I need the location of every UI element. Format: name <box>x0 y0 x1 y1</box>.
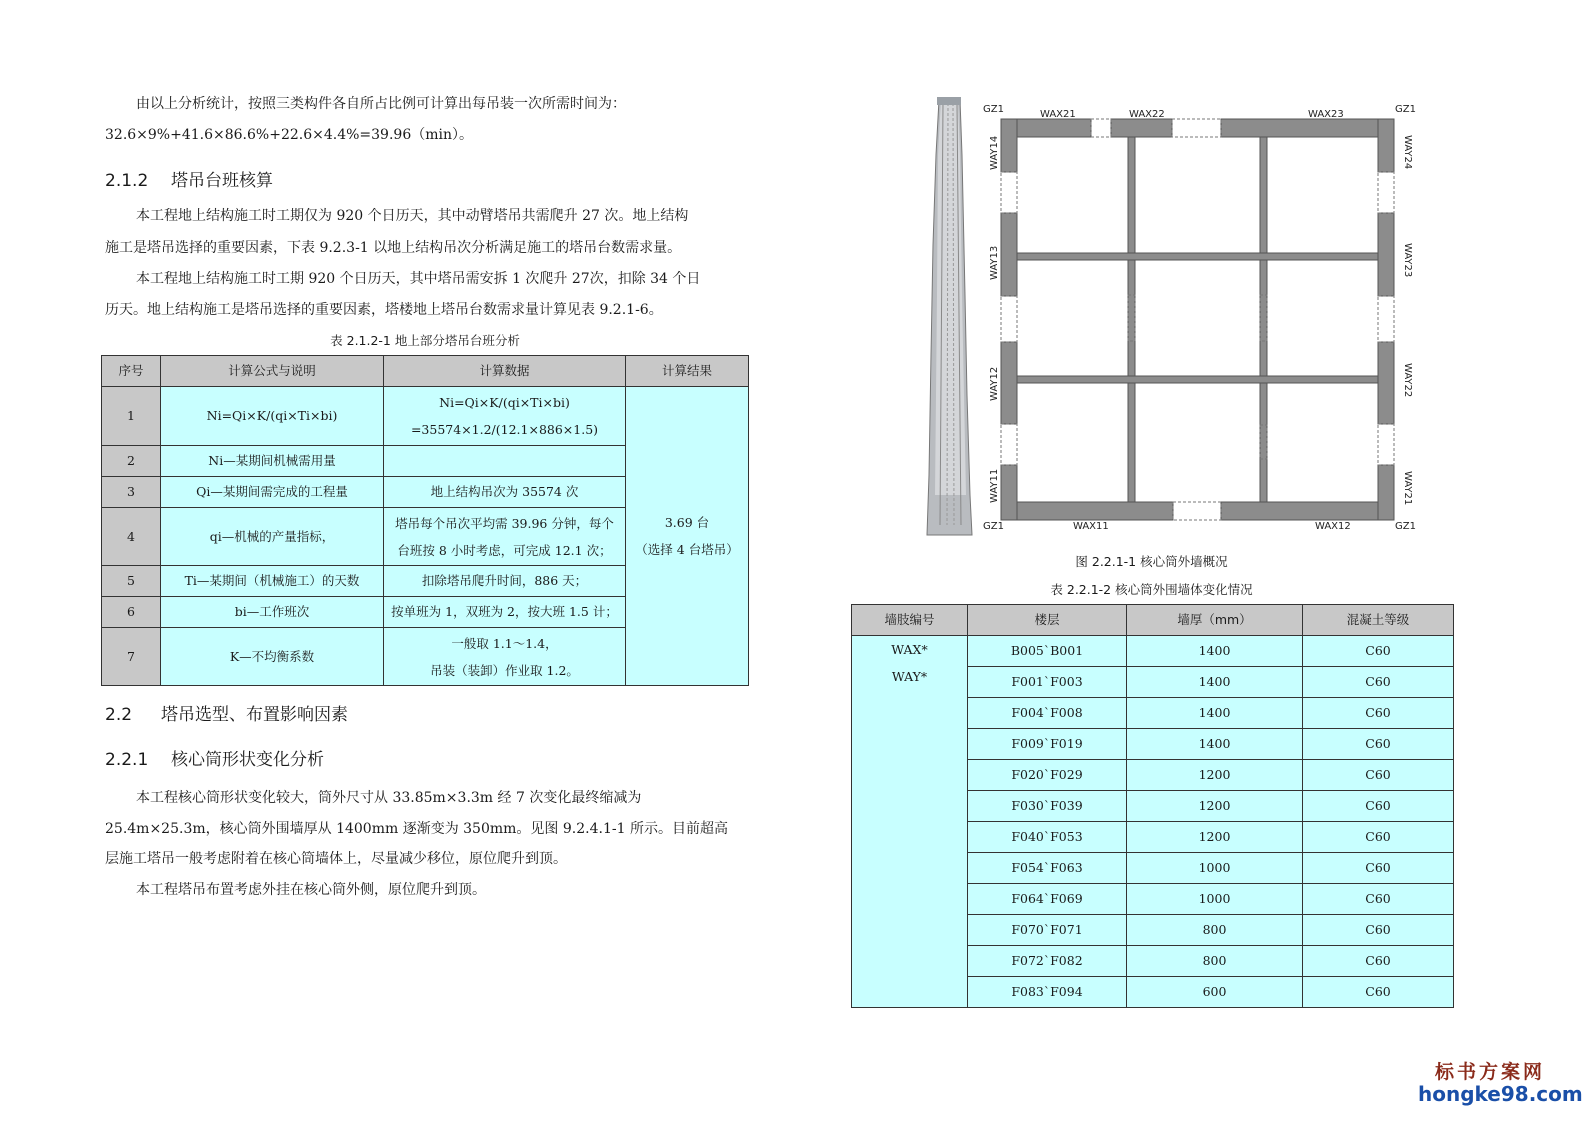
row-number: 7 <box>102 628 161 686</box>
thickness-cell: 1200 <box>1127 760 1303 791</box>
intro-line-2: 32.6×9%+41.6×86.6%+22.6×4.4%=39.96（min）。 <box>105 127 473 143</box>
watermark-url[interactable]: hongke98.com <box>1418 1082 1583 1106</box>
thickness-cell: 600 <box>1127 977 1303 1008</box>
data-cell <box>384 387 626 446</box>
thickness-cell: 1000 <box>1127 853 1303 884</box>
label-way14: WAY14 <box>989 135 1000 170</box>
thickness-cell: 800 <box>1127 946 1303 977</box>
grade-cell: C60 <box>1303 822 1454 853</box>
row-number: 6 <box>102 597 161 628</box>
table-header: 计算公式与说明 <box>161 356 384 387</box>
table-header: 计算数据 <box>384 356 626 387</box>
floor-cell: F001`F003 <box>968 667 1127 698</box>
grade-cell: C60 <box>1303 977 1454 1008</box>
result-value: 3.69 台 <box>664 515 710 530</box>
label-wax22: WAX22 <box>1129 109 1165 120</box>
grade-cell: C60 <box>1303 667 1454 698</box>
data-line: =35574×1.2/(12.1×886×1.5) <box>410 422 599 437</box>
formula-cell: Qi—某期间需完成的工程量 <box>161 477 384 508</box>
data-cell <box>384 628 626 686</box>
wall-id-cell <box>852 636 968 1008</box>
label-way22: WAY22 <box>1402 363 1413 398</box>
paragraph-1-line-2: 施工是塔吊选择的重要因素，下表 9.2.3-1 以地上结构吊次分析满足施工的塔吊台数需求量。 <box>105 240 682 256</box>
section-heading-2-2 <box>105 700 348 725</box>
table-header: 墙肢编号 <box>852 605 968 636</box>
figure-caption: 图 2.2.1-1 核心筒外墙概况 <box>1075 554 1228 569</box>
label-wax12: WAX12 <box>1315 521 1351 532</box>
data-line: 一般取 1.1～1.4， <box>451 635 558 651</box>
paragraph-1-line-1: 本工程地上结构施工时工期仅为 920 个日历天，其中动臂塔吊共需爬升 27 次。地上结构 <box>136 208 689 224</box>
formula-cell: Ni=Qi×K/(qi×Ti×bi) <box>161 387 384 446</box>
core-plan <box>1001 119 1394 520</box>
grade-cell: C60 <box>1303 791 1454 822</box>
row-number: 1 <box>102 387 161 446</box>
label-wax21: WAX21 <box>1040 109 1076 120</box>
result-cell <box>626 387 749 686</box>
section-number: 2.1.2 <box>105 171 149 191</box>
thickness-cell: 1400 <box>1127 698 1303 729</box>
floor-cell: F004`F008 <box>968 698 1127 729</box>
table-header: 序号 <box>102 356 161 387</box>
paragraph-3-line-3: 层施工塔吊一般考虑附着在核心筒墙体上，尽量减少移位，原位爬升到顶。 <box>105 851 567 867</box>
label-gz1-bottom-right: GZ1 <box>1395 521 1416 532</box>
paragraph-2-line-1: 本工程地上结构施工时工期 920 个日历天，其中塔吊需安拆 1 次爬升 27次，扣除 34 个日 <box>136 271 701 287</box>
section-title: 塔吊台班核算 <box>171 171 273 191</box>
data-cell: 按单班为 1，双班为 2，按大班 1.5 计； <box>384 597 626 628</box>
floor-cell: F030`F039 <box>968 791 1127 822</box>
thickness-cell: 1400 <box>1127 667 1303 698</box>
paragraph-3-line-1: 本工程核心筒形状变化较大，筒外尺寸从 33.85m×3.3m 经 7 次变化最终缩减为 <box>136 790 642 806</box>
section-heading-2-1-2 <box>105 166 273 191</box>
intro-line-1: 由以上分析统计，按照三类构件各自所占比例可计算出每吊装一次所需时间为： <box>136 96 626 112</box>
grade-cell: C60 <box>1303 884 1454 915</box>
table-caption-2-2-1-2: 表 2.2.1-2 核心筒外围墙体变化情况 <box>1050 582 1253 597</box>
table-header: 墙厚（mm） <box>1127 605 1303 636</box>
table-header: 混凝土等级 <box>1303 605 1454 636</box>
section-title: 塔吊选型、布置影响因素 <box>161 705 348 725</box>
formula-cell: Ni—某期间机械需用量 <box>161 446 384 477</box>
thickness-cell: 1400 <box>1127 636 1303 667</box>
thickness-cell: 1000 <box>1127 884 1303 915</box>
table-header: 计算结果 <box>626 356 749 387</box>
row-number: 3 <box>102 477 161 508</box>
section-number: 2.2.1 <box>105 750 149 770</box>
formula-cell: Ti—某期间（机械施工）的天数 <box>161 566 384 597</box>
floor-cell: F009`F019 <box>968 729 1127 760</box>
paragraph-4-line-1: 本工程塔吊布置考虑外挂在核心筒外侧，原位爬升到顶。 <box>136 882 486 898</box>
floor-cell: F083`F094 <box>968 977 1127 1008</box>
core-tube-figure <box>915 95 1435 545</box>
label-wax23: WAX23 <box>1308 109 1344 120</box>
floor-cell: F040`F053 <box>968 822 1127 853</box>
label-gz1-top-right: GZ1 <box>1395 104 1416 115</box>
data-line: Ni=Qi×K/(qi×Ti×bi) <box>439 395 570 410</box>
data-cell <box>384 508 626 566</box>
thickness-cell: 1200 <box>1127 822 1303 853</box>
label-way12: WAY12 <box>989 366 1000 401</box>
label-way21: WAY21 <box>1402 471 1413 506</box>
row-number: 2 <box>102 446 161 477</box>
label-way24: WAY24 <box>1402 135 1413 170</box>
wall-id: WAY* <box>891 669 928 684</box>
thickness-cell: 800 <box>1127 915 1303 946</box>
floor-cell: F070`F071 <box>968 915 1127 946</box>
wall-id: WAX* <box>891 642 928 657</box>
result-note: （选择 4 台塔吊） <box>635 542 739 557</box>
grade-cell: C60 <box>1303 915 1454 946</box>
data-line: 台班按 8 小时考虑，可完成 12.1 次； <box>397 542 612 558</box>
tower-image <box>927 97 972 535</box>
grade-cell: C60 <box>1303 698 1454 729</box>
grade-cell: C60 <box>1303 853 1454 884</box>
table-header: 楼层 <box>968 605 1127 636</box>
data-line: 塔吊每个吊次平均需 39.96 分钟，每个 <box>395 515 614 531</box>
grade-cell: C60 <box>1303 636 1454 667</box>
floor-cell: F054`F063 <box>968 853 1127 884</box>
grade-cell: C60 <box>1303 760 1454 791</box>
table-row <box>852 636 1454 667</box>
table-caption-2-1-2-1: 表 2.1.2-1 地上部分塔吊台班分析 <box>330 333 520 348</box>
floor-cell: F072`F082 <box>968 946 1127 977</box>
paragraph-2-line-2: 历天。地上结构施工是塔吊选择的重要因素，塔楼地上塔吊台数需求量计算见表 9.2.1-6。 <box>105 302 663 318</box>
label-way13: WAY13 <box>989 245 1000 280</box>
label-gz1-top-left: GZ1 <box>983 104 1004 115</box>
row-number: 4 <box>102 508 161 566</box>
label-wax11: WAX11 <box>1073 521 1109 532</box>
thickness-cell: 1400 <box>1127 729 1303 760</box>
floor-cell: F020`F029 <box>968 760 1127 791</box>
core-wall-table <box>851 604 1454 1008</box>
table-row <box>102 387 749 446</box>
label-way23: WAY23 <box>1402 243 1413 278</box>
data-cell: 地上结构吊次为 35574 次 <box>384 477 626 508</box>
floor-cell: F064`F069 <box>968 884 1127 915</box>
formula-cell: bi—工作班次 <box>161 597 384 628</box>
paragraph-3-line-2: 25.4m×25.3m，核心筒外围墙厚从 1400mm 逐渐变为 350mm。见图 9.2.4.1-1 所示。目前超高 <box>105 821 728 837</box>
formula-cell: qi—机械的产量指标， <box>161 508 384 566</box>
grade-cell: C60 <box>1303 729 1454 760</box>
data-cell: 扣除塔吊爬升时间，886 天； <box>384 566 626 597</box>
thickness-cell: 1200 <box>1127 791 1303 822</box>
label-gz1-bottom-left: GZ1 <box>983 521 1004 532</box>
crane-shift-table <box>101 355 749 686</box>
row-number: 5 <box>102 566 161 597</box>
watermark-cn: 标书方案网 <box>1435 1061 1546 1083</box>
section-heading-2-2-1 <box>105 745 324 770</box>
data-line: 吊装（装卸）作业取 1.2。 <box>430 662 579 678</box>
data-cell <box>384 446 626 477</box>
section-number: 2.2 <box>105 705 133 725</box>
floor-cell: B005`B001 <box>968 636 1127 667</box>
label-way11: WAY11 <box>989 468 1000 503</box>
section-title: 核心筒形状变化分析 <box>171 750 324 770</box>
formula-cell: K—不均衡系数 <box>161 628 384 686</box>
grade-cell: C60 <box>1303 946 1454 977</box>
